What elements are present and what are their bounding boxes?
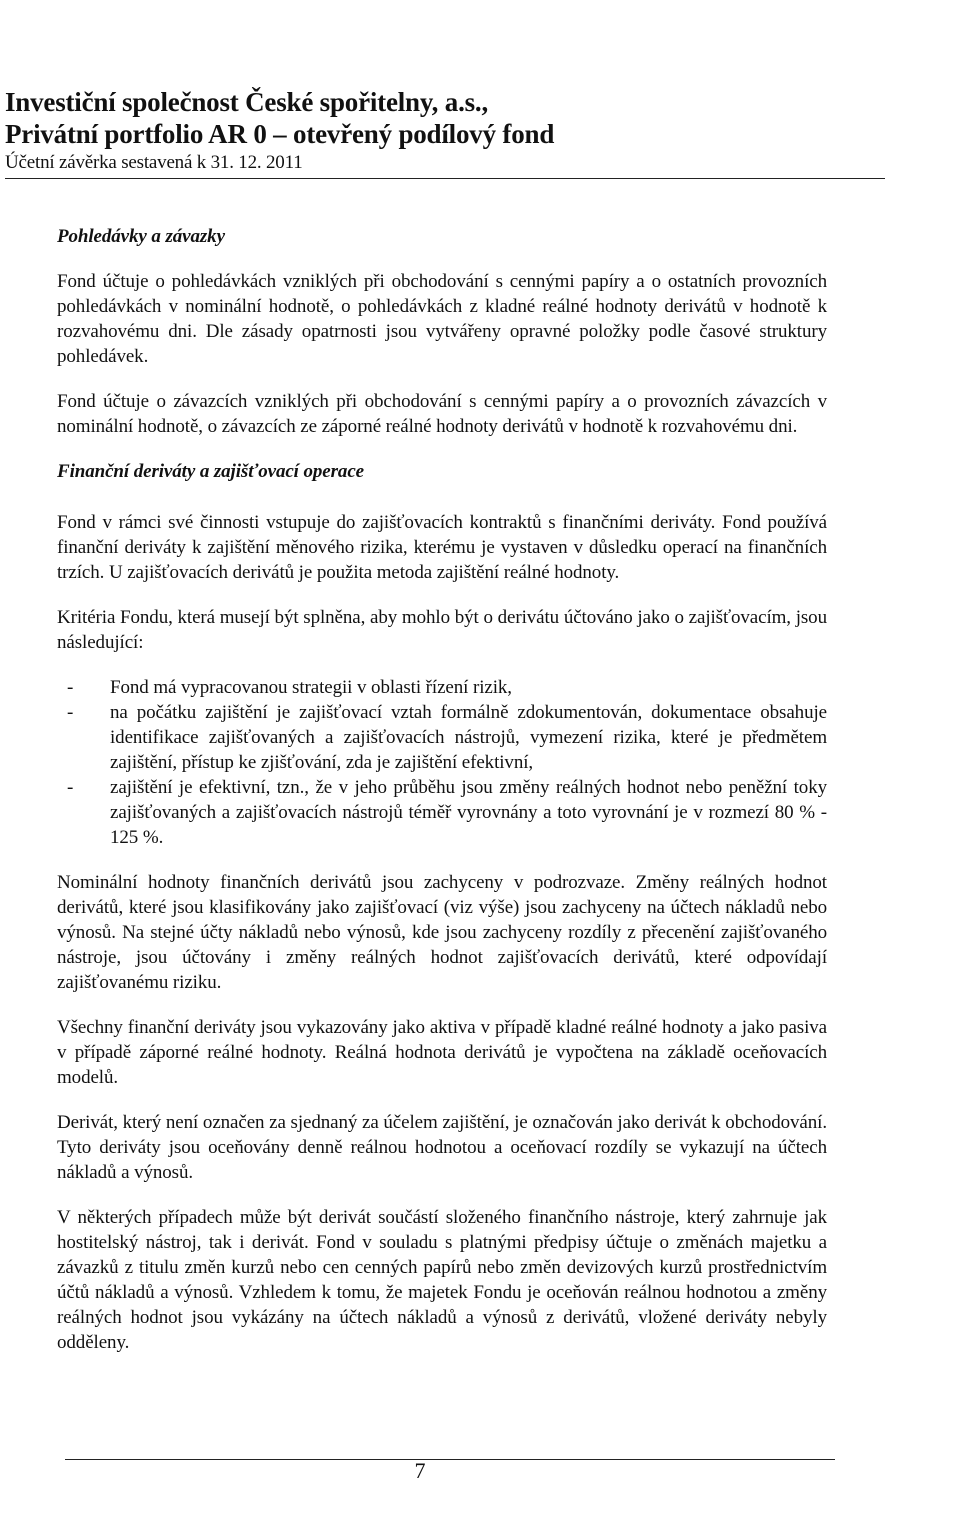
criteria-list — [57, 675, 827, 850]
list-item — [57, 700, 827, 775]
page-number: 7 — [414, 1458, 426, 1483]
header-divider — [5, 178, 885, 179]
list-item-text: na počátku zajištění je zajišťovací vztah formálně zdokumentován, dokumentace obsahuje identifikace zajišťovaných a zajišťovacích nástrojů, vymezení rizika, které je předmětem zajištění, přístup ke zjišťování, zda je zajištění efektivní, — [110, 702, 827, 773]
paragraph-nominal-values: Nominální hodnoty finančních derivátů jsou zachyceny v podrozvaze. Změny reálných hodnot derivátů, které jsou klasifikovány jako zajišťovací (viz výše) jsou zachyceny na účtech nákladů nebo výnosů. Na stejné účty nákladů nebo výnosů, kde jsou zachyceny rozdíly z přecenění zajišťovaného nástroje, jsou účtovány i změny reálných hodnot zajišťovacích derivátů, které odpovídají zajišťovanému riziku. — [57, 872, 827, 993]
paragraph-embedded-derivatives: V některých případech může být derivát součástí složeného finančního nástroje, který zahrnuje jak hostitelský nástroj, tak i derivát. Fond v souladu s platnými předpisy účtuje o změnách majetku a závazků z titulu změn kurzů nebo cen cenných papírů nebo změn devizových kurzů prostřednictvím účtů nákladů a výnosů. Vzhledem k tomu, že majetek Fondu je oceňován reálnou hodnotou a změny reálných hodnot jsou vykázány na účtech nákladů a výnosů z derivátů, vložené deriváty nebyly odděleny. — [57, 1207, 827, 1353]
list-item — [57, 675, 827, 700]
fund-name: Privátní portfolio AR 0 – otevřený podílový fond — [5, 119, 555, 149]
paragraph-criteria-intro: Kritéria Fondu, která musejí být splněna, aby mohlo být o derivátu účtováno jako o zajišťovacím, jsou následující: — [57, 607, 827, 653]
document-body — [57, 224, 827, 1375]
paragraph-hedging-intro: Fond v rámci své činnosti vstupuje do zajišťovacích kontraktů s finančními deriváty. Fond používá finanční deriváty k zajištění měnového rizika, kterému je vystaven v důsledku operací na finančních trzích. U zajišťovacích derivátů je použita metoda zajištění reálné hodnoty. — [57, 512, 827, 583]
list-dash: - — [67, 677, 74, 698]
list-item-text: Fond má vypracovanou strategii v oblasti řízení rizik, — [110, 677, 512, 698]
paragraph-trading-derivatives: Derivát, který není označen za sjednaný za účelem zajištění, je označován jako derivát k obchodování. Tyto deriváty jsou oceňovány denně reálnou hodnotou a oceňovací rozdíly se vykazují na účtech nákladů a výnosů. — [57, 1112, 827, 1183]
statement-date: Účetní závěrka sestavená k 31. 12. 2011 — [5, 152, 303, 173]
list-item-text: zajištění je efektivní, tzn., že v jeho průběhu jsou změny reálných hodnot nebo peněžní toky zajišťovaných a zajišťovacích nástrojů téměř vyrovnány a toto vyrovnání je v rozmezí 80 % - 125 %. — [110, 777, 827, 848]
list-dash: - — [67, 777, 74, 798]
footer-divider — [65, 1459, 835, 1460]
section-heading-derivatives: Finanční deriváty a zajišťovací operace — [57, 461, 364, 482]
document-header — [5, 86, 885, 175]
company-name: Investiční společnost České spořitelny, a.s., — [5, 87, 489, 117]
list-dash: - — [67, 702, 74, 723]
section-heading-receivables: Pohledávky a závazky — [57, 226, 225, 247]
paragraph-liabilities: Fond účtuje o závazcích vzniklých při obchodování s cennými papíry a o provozních závazcích v nominální hodnotě, o závazcích ze záporné reálné hodnoty derivátů v hodnotě k rozvahovému dni. — [57, 391, 827, 437]
paragraph-receivables: Fond účtuje o pohledávkách vzniklých při obchodování s cennými papíry a o ostatních provozních pohledávkách v nominální hodnotě, o pohledávkách z kladné reálné hodnoty derivátů v hodnotě k rozvahovému dni. Dle zásady opatrnosti jsou vytvářeny opravné položky podle časové struktury pohledávek. — [57, 271, 827, 367]
list-item — [57, 775, 827, 850]
paragraph-assets-liabilities: Všechny finanční deriváty jsou vykazovány jako aktiva v případě kladné reálné hodnoty a jako pasiva v případě záporné reálné hodnoty. Reálná hodnota derivátů je vypočtena na základě oceňovacích modelů. — [57, 1017, 827, 1088]
